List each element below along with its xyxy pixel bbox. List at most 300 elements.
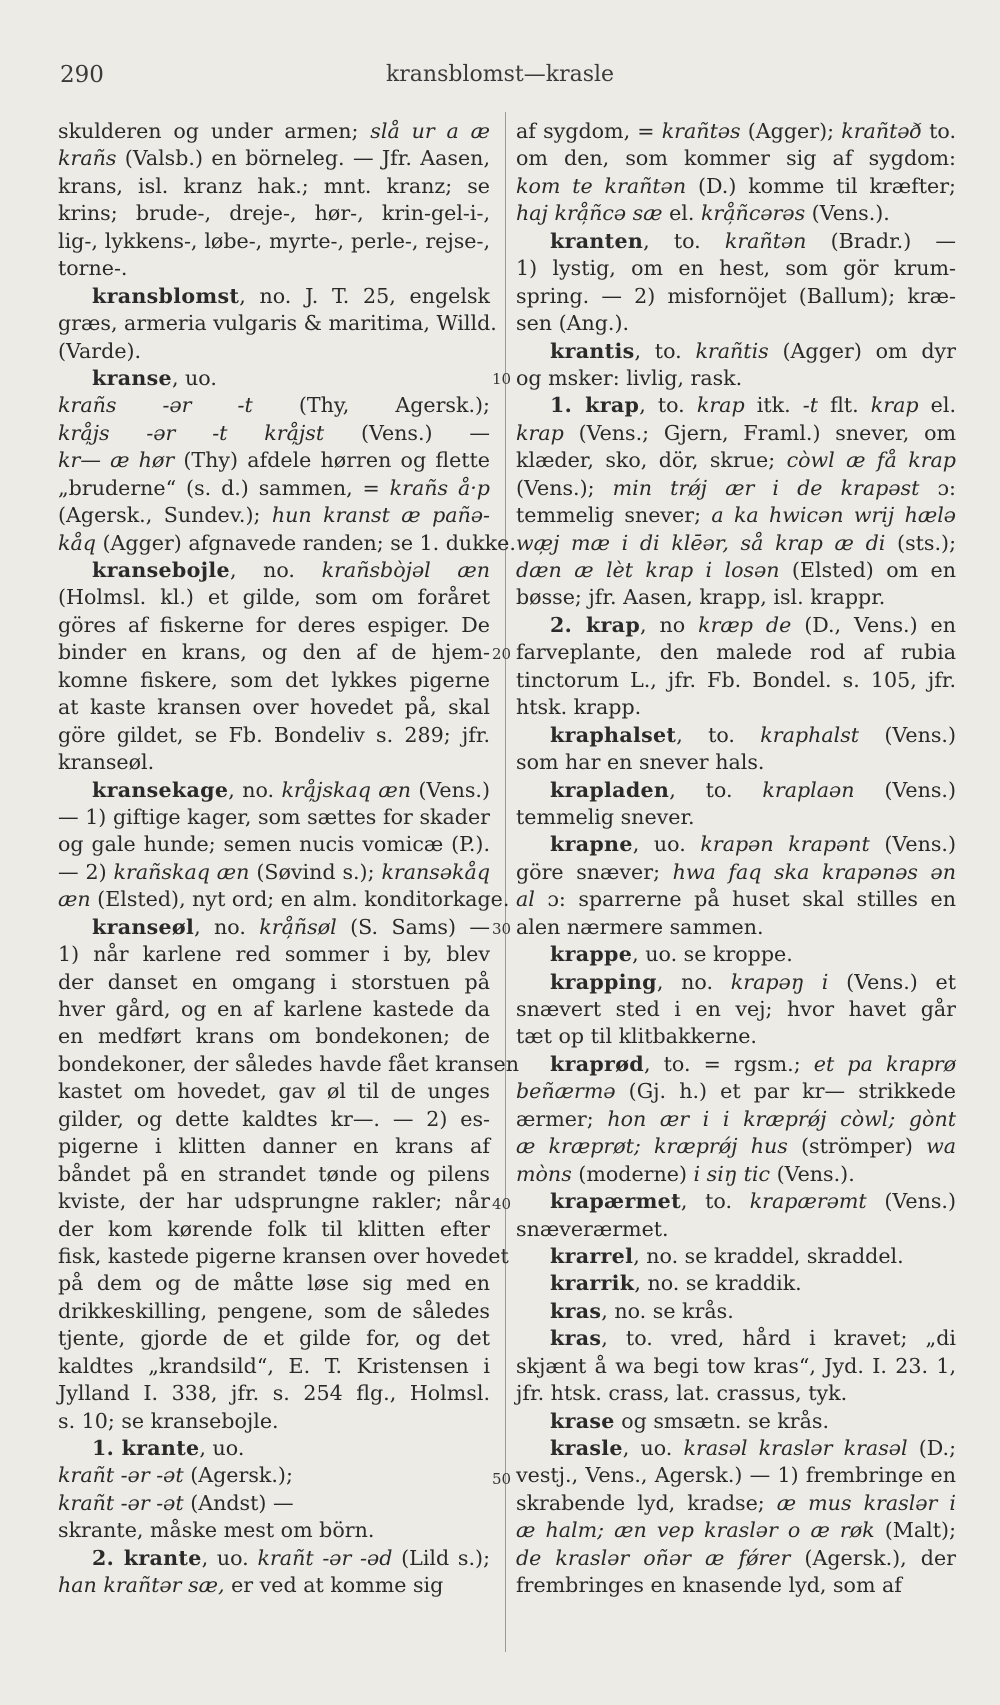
text-segment: bøsse; jfr. Aasen, krapp, isl. krappr. <box>516 585 886 610</box>
dialect-form: wa <box>926 1134 956 1159</box>
dialect-form: krañtəð <box>841 119 922 143</box>
headword: kransblomst <box>92 283 240 308</box>
text-line <box>516 392 956 419</box>
text-segment: (Elsted) om en <box>779 558 956 582</box>
text-segment: (Lild s.); <box>392 1545 491 1570</box>
text-line <box>516 941 956 968</box>
text-segment: der danset en omgang i storstuen på <box>58 969 490 994</box>
text-segment: ærmer; <box>516 1106 608 1131</box>
text-segment: , no. <box>194 914 260 939</box>
text-line <box>58 722 490 749</box>
text-line <box>516 1435 956 1462</box>
dialect-form: mòns <box>516 1161 572 1186</box>
text-segment: båndet på en strandet tønde og pilens <box>58 1161 490 1186</box>
text-segment: (Vens.) — <box>324 420 491 445</box>
text-segment: göres af fiskerne for deres espiger. De <box>58 612 490 637</box>
text-line <box>516 255 956 282</box>
text-line <box>516 1106 956 1133</box>
headword: kranseøl <box>92 914 195 939</box>
text-segment: , to. <box>634 338 696 363</box>
text-segment: kviste, der har udsprungne rakler; når <box>58 1189 490 1214</box>
headword: 1. krap <box>550 393 640 418</box>
text-segment: , no. se kraddik. <box>634 1271 802 1296</box>
text-line <box>516 694 956 721</box>
text-segment: snævert sted i en vej; hvor havet går <box>516 997 956 1021</box>
text-segment: itk. <box>744 393 803 418</box>
text-segment: (Thy) afdele hørren og flette <box>174 448 490 473</box>
text-segment: (Elsted), nyt ord; en alm. konditorkage. <box>90 887 510 912</box>
dialect-form: krañt -ər -əd <box>257 1545 393 1570</box>
headword: kranten <box>550 228 644 253</box>
headword: 1. krante <box>92 1436 200 1460</box>
text-line <box>516 228 956 255</box>
text-segment: — 1) giftige kager, som sættes for skader <box>58 804 490 829</box>
margin-line-number: 20 <box>492 645 512 663</box>
text-line <box>516 475 956 502</box>
text-segment: flt. <box>817 393 871 418</box>
text-line <box>516 118 956 145</box>
text-segment: to. <box>921 119 956 143</box>
text-segment: og gale hunde; semen nucis vomicæ (P.). <box>58 832 490 857</box>
headword: krantis <box>550 338 635 363</box>
text-segment: , no. <box>229 558 322 582</box>
dialect-form: kraphalst <box>760 722 860 747</box>
text-segment: temmelig snever. <box>516 804 695 829</box>
dialect-form: wæ̦j mæ i di klēər, så krap æ di <box>516 530 886 555</box>
text-line <box>516 1353 956 1380</box>
text-segment: ɔ: sparrerne på huset skal stilles en <box>534 887 956 912</box>
dialect-form: krañs -ər -t <box>58 393 253 418</box>
text-line <box>58 1133 490 1160</box>
page-header <box>0 58 1000 98</box>
text-line <box>516 831 956 858</box>
text-segment: farveplante, den malede rod af rubia <box>516 640 956 665</box>
text-line <box>58 283 490 310</box>
dialect-form: krapærəmt <box>749 1189 867 1214</box>
text-segment: göre snæver; <box>516 859 673 884</box>
text-line <box>516 1545 956 1572</box>
text-segment: , to. <box>669 777 763 802</box>
dialect-form: kraplaən <box>762 777 855 802</box>
text-line <box>58 1161 490 1188</box>
text-segment: tinctorum L., jfr. Fb. Bondel. s. 105, jfr. <box>516 667 956 692</box>
text-line <box>516 996 956 1023</box>
text-line <box>516 1325 956 1352</box>
text-segment: (D.; <box>907 1436 957 1460</box>
dialect-form: a ka hwicən wrij hælə <box>711 503 956 528</box>
text-line <box>516 365 956 392</box>
text-segment: (Vens.). <box>805 201 890 226</box>
text-line <box>58 173 490 200</box>
text-line <box>516 1572 956 1599</box>
text-line <box>516 667 956 694</box>
text-line <box>516 1051 956 1078</box>
dialect-form: krasəl kraslər krasəl <box>683 1436 908 1460</box>
text-line <box>516 639 956 666</box>
text-segment: htsk. krapp. <box>516 695 642 720</box>
text-line <box>58 1545 490 1572</box>
text-line <box>58 420 490 447</box>
dialect-form: kr— æ hør <box>58 448 175 473</box>
text-segment: , to. vred, hård i kravet; „di <box>601 1326 956 1351</box>
dialect-form: krañsbòjəl æn <box>321 558 491 582</box>
text-line <box>58 1188 490 1215</box>
text-segment: (Vens.) <box>410 777 491 802</box>
text-segment: , to. <box>680 1189 750 1214</box>
dialect-form: krå̦js -ər -t krå̦jst <box>58 420 325 445</box>
text-segment: , no. <box>228 777 282 802</box>
text-line <box>58 502 490 529</box>
text-segment: fisk, kastede pigerne kransen over hovedet <box>58 1243 509 1268</box>
text-segment: snæverærmet. <box>516 1216 669 1241</box>
text-line <box>58 310 497 337</box>
dialect-form: krañtis <box>695 338 769 363</box>
text-segment: , uo. se kroppe. <box>632 942 793 967</box>
text-segment: og smsætn. se krås. <box>614 1408 830 1433</box>
text-line <box>516 557 956 584</box>
headword: krarrel <box>550 1243 634 1268</box>
text-segment: (Agersk.); <box>183 1463 293 1488</box>
text-line <box>516 1490 956 1517</box>
text-line <box>516 338 956 365</box>
text-line <box>58 584 490 611</box>
text-line <box>516 612 956 639</box>
headword: kranse <box>92 365 172 390</box>
text-segment: torne-. <box>58 256 128 281</box>
text-line <box>58 1216 490 1243</box>
text-line <box>58 694 490 721</box>
dialect-form: æ halm; æn vep kraslər o æ røk <box>516 1518 875 1543</box>
text-segment: skulderen og under armen; <box>58 119 371 143</box>
dialect-form: hun kranst æ pañə- <box>271 503 490 528</box>
text-segment: (Holmsl. kl.) et gilde, som om foråret <box>58 585 490 610</box>
headword: krapærmet <box>550 1189 681 1214</box>
text-segment: gilder, og dette kaldtes kr—. — 2) es- <box>58 1106 490 1131</box>
text-line <box>516 914 956 941</box>
text-segment: (Thy, Agersk.); <box>252 393 490 418</box>
text-segment: , to. <box>643 228 725 253</box>
text-segment: (Vens.). <box>770 1161 855 1186</box>
text-line <box>516 502 956 529</box>
text-line <box>516 1188 956 1215</box>
headword: 2. krante <box>92 1545 202 1570</box>
column-divider <box>505 112 506 1652</box>
text-line <box>58 1408 490 1435</box>
text-segment: — 2) <box>58 859 114 884</box>
text-line <box>58 145 490 172</box>
dialect-form: krañs å·p <box>389 475 490 500</box>
dialect-form: æ mus kraslər i <box>776 1490 956 1515</box>
dialect-form: æn <box>58 887 91 912</box>
text-line <box>58 1517 490 1544</box>
text-line <box>516 1408 956 1435</box>
text-segment: frembringes en knasende lyd, som af <box>516 1573 902 1598</box>
headword: kransekage <box>92 777 229 802</box>
text-segment: klæder, sko, dör, skrue; <box>516 448 787 473</box>
dialect-form: han krañtər sæ, <box>58 1573 225 1598</box>
text-line <box>58 228 490 255</box>
text-segment: , no. se kraddel, skraddel. <box>633 1243 904 1268</box>
text-segment: , no. <box>656 969 731 994</box>
text-segment: temmelig snever; <box>516 503 712 528</box>
text-segment: (Agger); <box>740 119 842 143</box>
headword: krapping <box>550 969 657 994</box>
text-line <box>58 749 490 776</box>
text-segment: krins; brude-, dreje-, hør-, krin-gel-i-, <box>58 201 490 226</box>
text-segment: (Agersk., Sundev.); <box>58 503 272 528</box>
text-segment: lig-, lykkens-, løbe-, myrte-, perle-, rejse-, <box>58 228 490 253</box>
text-segment: jfr. htsk. crass, lat. crassus, tyk. <box>516 1381 848 1406</box>
dialect-form: al <box>516 887 535 912</box>
text-line <box>58 447 490 474</box>
text-segment: binder en krans, og den af de hjem- <box>58 640 490 665</box>
text-line <box>516 859 956 886</box>
text-line <box>516 1380 956 1407</box>
text-segment: , to. <box>639 393 697 418</box>
headword: kras <box>550 1298 602 1323</box>
text-segment: sen (Ang.). <box>516 311 630 336</box>
text-line <box>516 1161 956 1188</box>
text-segment: (Vens.); <box>516 475 613 500</box>
dialect-form: krap <box>516 420 564 445</box>
text-line <box>516 777 956 804</box>
text-line <box>58 392 490 419</box>
text-line <box>516 173 956 200</box>
text-segment: (sts.); <box>885 530 957 555</box>
text-line <box>516 1517 956 1544</box>
text-segment: (Vens.) <box>866 1189 956 1214</box>
dialect-form: krapəŋ i <box>730 969 829 994</box>
text-line <box>58 1435 490 1462</box>
text-segment: , to. = rgsm.; <box>643 1051 814 1076</box>
text-segment: en medført krans om bondekonen; de <box>58 1024 490 1049</box>
text-segment: pigerne i klitten danner en krans af <box>58 1134 490 1159</box>
text-segment: bondekoner, der således havde fået kransen <box>58 1051 519 1076</box>
text-segment: af sygdom, = <box>516 119 662 143</box>
text-line <box>58 1078 490 1105</box>
text-segment: kaldtes „krandsild“, E. T. Kristensen i <box>58 1353 490 1378</box>
text-segment: skrabende lyd, kradse; <box>516 1490 777 1515</box>
dialect-form: krå̦jskaq æn <box>281 777 411 802</box>
headword: kraprød <box>550 1051 644 1076</box>
text-segment: er ved at komme sig <box>224 1573 444 1598</box>
headword: kras <box>550 1326 602 1351</box>
text-segment: skjænt å wa begi tow kras“, Jyd. I. 23. 1, <box>516 1353 956 1378</box>
text-segment: (Vens.) <box>854 777 956 802</box>
text-line <box>58 1572 490 1599</box>
text-segment: (Vens.) <box>859 722 956 747</box>
text-line <box>516 886 956 913</box>
text-line <box>58 969 490 996</box>
dialect-form: krå̦ñsøl <box>259 914 337 939</box>
text-line <box>58 1023 490 1050</box>
dialect-form: hon ær i i kræprǿj còwl; gònt <box>607 1106 956 1131</box>
text-line <box>58 1106 490 1133</box>
text-segment: „bruderne“ (s. d.) sammen, = <box>58 475 390 500</box>
dialect-form: i siŋ tic <box>693 1161 771 1186</box>
dialect-form: beñærmə <box>516 1079 616 1104</box>
headword: krase <box>550 1408 615 1433</box>
headword: krarrik <box>550 1271 635 1296</box>
text-line <box>58 1270 490 1297</box>
text-segment: kastet om hovedet, gav øl til de unges <box>58 1079 490 1104</box>
dialect-form: de kraslər oñər æ fǿrer <box>516 1545 791 1570</box>
running-head: kransblomst—krasle <box>385 62 615 87</box>
dialect-form: hwa faq ska krapənəs ən <box>672 859 957 884</box>
text-segment: s. 10; se kransebojle. <box>58 1408 279 1433</box>
dialect-form: krañtəs <box>661 119 741 143</box>
text-segment: drikkeskilling, pengene, som de således <box>58 1298 490 1323</box>
text-line <box>58 1243 509 1270</box>
text-segment: (S. Sams) — <box>336 914 490 939</box>
text-line <box>516 1133 956 1160</box>
text-line <box>516 1078 956 1105</box>
text-line <box>516 1243 956 1270</box>
dialect-form: krañt -ər -ət <box>58 1490 184 1515</box>
text-line <box>516 420 956 447</box>
text-line <box>516 447 956 474</box>
dialect-form: krañtən <box>724 228 807 253</box>
text-segment: på dem og de måtte løse sig med en <box>58 1271 490 1296</box>
text-segment: (Vens.; Gjern, Framl.) snever, om <box>563 420 956 445</box>
dialect-form: kom te krañtən <box>516 173 687 198</box>
text-segment: , uo. <box>201 1545 258 1570</box>
text-segment: el. <box>662 201 701 226</box>
text-segment: (Agersk.), der <box>790 1545 956 1570</box>
margin-line-number: 30 <box>492 920 512 938</box>
dialect-form: et pa kraprø <box>813 1051 957 1076</box>
dialect-form: kransəkåq <box>381 859 490 884</box>
text-line <box>516 200 956 227</box>
text-line <box>516 283 956 310</box>
dialect-form: -t <box>802 393 818 418</box>
dialect-form: krañs <box>58 146 117 171</box>
headword: krapne <box>550 832 633 857</box>
headword: kransebojle <box>92 558 230 582</box>
text-line <box>58 996 490 1023</box>
text-segment: (Søvind s.); <box>249 859 382 884</box>
text-line <box>58 200 490 227</box>
text-line <box>58 1353 490 1380</box>
text-segment: Jylland I. 338, jfr. s. 254 flg., Holmsl. <box>58 1381 490 1406</box>
headword: 2. krap <box>550 612 641 637</box>
dialect-form: æ kræprøt; kræprǿj hus <box>516 1134 788 1159</box>
text-segment: , uo. <box>632 832 701 857</box>
text-segment: (Valsb.) en börneleg. — Jfr. Aasen, <box>116 146 490 171</box>
dialect-form: slå ur a æ <box>370 119 490 143</box>
text-line <box>58 886 510 913</box>
text-segment: græs, armeria vulgaris & maritima, Willd. <box>58 311 497 336</box>
text-line <box>516 1270 956 1297</box>
text-segment: , no. se krås. <box>601 1298 734 1323</box>
text-line <box>58 831 490 858</box>
text-line <box>58 1490 490 1517</box>
text-segment: vestj., Vens., Agersk.) — 1) frembringe en <box>516 1463 956 1488</box>
dialect-form: haj krå̦ñcə sæ <box>516 201 663 226</box>
dialect-form: krañskaq æn <box>113 859 250 884</box>
text-segment: kranseøl. <box>58 750 155 775</box>
text-segment: og msker: livlig, rask. <box>516 365 743 390</box>
text-line <box>58 777 490 804</box>
margin-line-number: 40 <box>492 1195 512 1213</box>
margin-line-number: 50 <box>492 1470 512 1488</box>
text-line <box>58 1380 490 1407</box>
text-line <box>58 365 490 392</box>
text-segment: hver gård, og en af karlene kastede da <box>58 997 490 1021</box>
text-line <box>516 1216 956 1243</box>
text-segment: , to. <box>676 722 761 747</box>
text-segment: spring. — 2) misfornöjet (Ballum); kræ- <box>516 283 956 308</box>
headword: krappe <box>550 942 633 967</box>
text-segment: (Gj. h.) et par kr— strikkede <box>615 1079 956 1104</box>
text-segment: tjente, gjorde de et gilde for, og det <box>58 1326 490 1351</box>
dialect-form: krapən krapənt <box>700 832 870 857</box>
text-segment: ɔ: <box>919 475 956 500</box>
text-segment: el. <box>918 393 956 418</box>
dialect-form: còwl æ få krap <box>786 448 956 473</box>
text-line <box>516 310 956 337</box>
text-line <box>516 722 956 749</box>
text-segment: (D.) komme til kræfter; <box>686 173 956 198</box>
text-line <box>58 1298 490 1325</box>
text-segment: , uo. <box>199 1436 245 1460</box>
text-line <box>516 1298 956 1325</box>
text-line <box>58 255 490 282</box>
text-line <box>58 612 490 639</box>
text-line <box>58 118 490 145</box>
text-segment: (Bradr.) — <box>806 228 957 253</box>
text-segment: alen nærmere sammen. <box>516 914 764 939</box>
text-segment: 1) når karlene red sommer i by, blev <box>58 942 490 967</box>
dialect-form: krap <box>870 393 919 418</box>
text-segment: komne fiskere, som det lykkes pigerne <box>58 667 490 692</box>
dialect-form: min trǿj ær i de krapəst <box>612 475 920 500</box>
text-line <box>516 530 956 557</box>
dialect-form: kåq <box>58 530 96 555</box>
text-line <box>58 914 490 941</box>
text-segment: 1) lystig, om en hest, som gör krum- <box>516 256 956 281</box>
text-segment: , uo. <box>171 365 217 390</box>
text-segment: (Malt); <box>874 1518 957 1543</box>
text-line <box>58 859 490 886</box>
headword: kraphalset <box>550 722 677 747</box>
text-line <box>516 1462 956 1489</box>
text-line <box>58 475 490 502</box>
dialect-form: kræp de <box>698 612 792 637</box>
text-segment: , uo. <box>622 1436 684 1460</box>
dialect-form: krañt -ər -ət <box>58 1463 184 1488</box>
text-segment: tæt op til klitbakkerne. <box>516 1024 757 1049</box>
text-line <box>58 530 516 557</box>
text-segment: (Agger) om dyr <box>768 338 956 363</box>
text-segment: (Andst) — <box>183 1490 294 1515</box>
dialect-form: krå̦ñcərəs <box>700 201 806 226</box>
dialect-form: krap <box>696 393 745 418</box>
text-segment: , no <box>640 612 699 637</box>
text-segment: (Vens.) et <box>828 969 957 994</box>
text-segment: (moderne) <box>571 1161 694 1186</box>
text-segment: göre gildet, se Fb. Bondeliv s. 289; jfr. <box>58 722 490 747</box>
text-line <box>516 804 956 831</box>
right-text-column <box>516 118 956 1600</box>
text-segment: (Vens.) <box>869 832 957 857</box>
text-segment: (Varde). <box>58 338 142 363</box>
text-segment: der kom kørende folk til klitten efter <box>58 1216 490 1241</box>
text-line <box>516 969 956 996</box>
text-line <box>58 804 490 831</box>
headword: krapladen <box>550 777 670 802</box>
text-line <box>58 557 490 584</box>
